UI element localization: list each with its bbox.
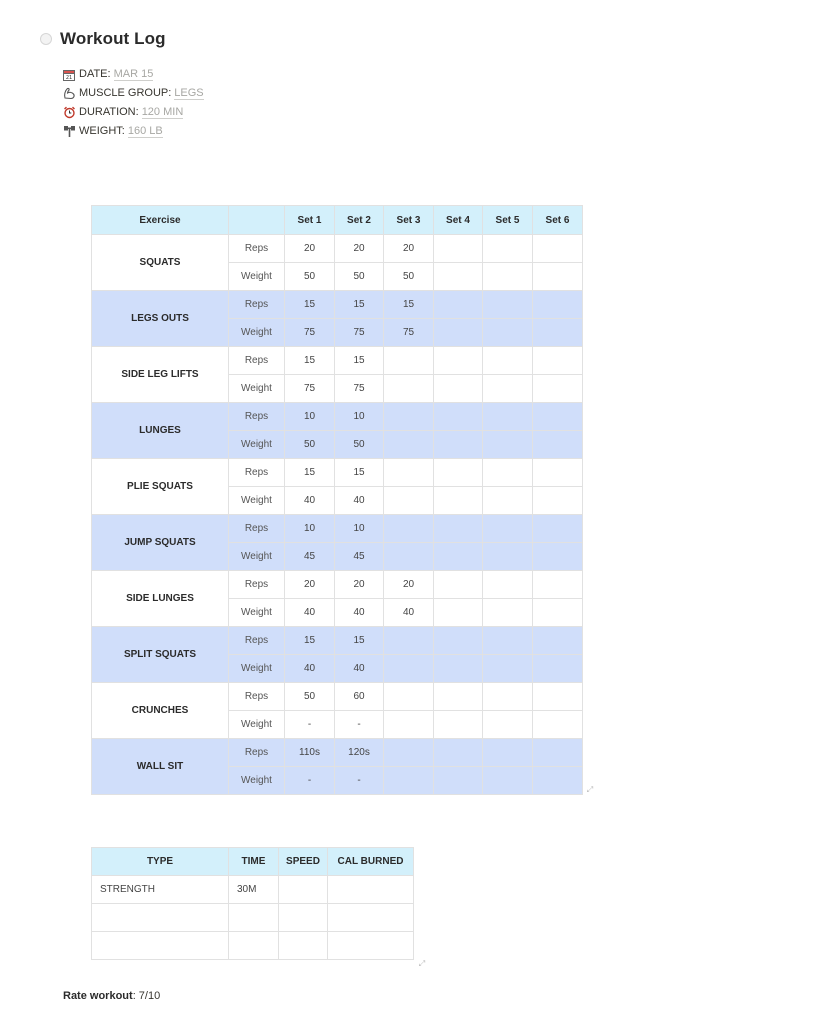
metric-label-cell[interactable]: Reps: [229, 347, 285, 375]
table-row: [92, 932, 414, 960]
set-cell[interactable]: [434, 403, 483, 431]
set-cell[interactable]: 15: [335, 459, 384, 487]
set-cell[interactable]: [384, 487, 434, 515]
metric-label-cell[interactable]: Reps: [229, 291, 285, 319]
set-cell[interactable]: 50: [384, 263, 434, 291]
alarm-clock-icon: [62, 106, 76, 120]
set-cell[interactable]: 20: [384, 571, 434, 599]
cardio-cell[interactable]: [328, 932, 414, 960]
exercise-name-cell[interactable]: LEGS OUTS: [92, 291, 229, 347]
column-header[interactable]: SPEED: [279, 848, 328, 876]
cardio-cell[interactable]: [279, 932, 328, 960]
set-cell[interactable]: 75: [335, 319, 384, 347]
column-header[interactable]: TIME: [229, 848, 279, 876]
set-cell[interactable]: [533, 263, 583, 291]
set-cell[interactable]: [434, 459, 483, 487]
set-cell[interactable]: [384, 375, 434, 403]
page-icon[interactable]: [40, 33, 52, 45]
set-cell[interactable]: [384, 347, 434, 375]
set-cell[interactable]: [533, 739, 583, 767]
set-cell[interactable]: [483, 655, 533, 683]
metric-label-cell[interactable]: Weight: [229, 767, 285, 795]
set-cell[interactable]: 40: [285, 487, 335, 515]
cardio-cell[interactable]: [279, 904, 328, 932]
set-cell[interactable]: [384, 459, 434, 487]
set-cell[interactable]: [384, 739, 434, 767]
set-cell[interactable]: [434, 627, 483, 655]
set-cell[interactable]: [533, 431, 583, 459]
set-cell[interactable]: [434, 599, 483, 627]
set-cell[interactable]: [434, 235, 483, 263]
column-header[interactable]: CAL BURNED: [328, 848, 414, 876]
metric-label-cell[interactable]: Weight: [229, 263, 285, 291]
cardio-cell[interactable]: [328, 876, 414, 904]
set-cell[interactable]: 15: [335, 347, 384, 375]
set-cell[interactable]: [434, 683, 483, 711]
metric-label-cell[interactable]: Reps: [229, 683, 285, 711]
property-weight: [62, 122, 204, 141]
metric-label-cell[interactable]: Reps: [229, 739, 285, 767]
metric-label-cell[interactable]: Weight: [229, 655, 285, 683]
set-cell[interactable]: [483, 319, 533, 347]
set-cell[interactable]: 20: [384, 235, 434, 263]
set-cell[interactable]: [384, 655, 434, 683]
exercise-name-cell[interactable]: LUNGES: [92, 403, 229, 459]
set-cell[interactable]: [483, 711, 533, 739]
property-value[interactable]: MAR 15: [113, 68, 154, 80]
set-cell[interactable]: 15: [285, 627, 335, 655]
table-row: [92, 347, 583, 375]
column-header[interactable]: Set 2: [335, 206, 384, 235]
set-cell[interactable]: 45: [285, 543, 335, 571]
set-cell[interactable]: 15: [335, 291, 384, 319]
set-cell[interactable]: 40: [335, 487, 384, 515]
set-cell[interactable]: -: [285, 711, 335, 739]
property-value[interactable]: 160 LB: [127, 125, 163, 137]
set-cell[interactable]: [483, 683, 533, 711]
set-cell[interactable]: [533, 319, 583, 347]
workout-rating[interactable]: [63, 990, 160, 1002]
set-cell[interactable]: [533, 403, 583, 431]
set-cell[interactable]: 50: [285, 683, 335, 711]
exercise-name-cell[interactable]: CRUNCHES: [92, 683, 229, 739]
table-header-row: [92, 848, 414, 876]
set-cell[interactable]: 50: [335, 431, 384, 459]
set-cell[interactable]: [533, 767, 583, 795]
set-cell[interactable]: [434, 375, 483, 403]
set-cell[interactable]: [533, 235, 583, 263]
set-cell[interactable]: [483, 431, 533, 459]
set-cell[interactable]: [483, 263, 533, 291]
set-cell[interactable]: [533, 683, 583, 711]
set-cell[interactable]: [384, 683, 434, 711]
column-header[interactable]: Set 3: [384, 206, 434, 235]
set-cell[interactable]: [384, 403, 434, 431]
set-cell[interactable]: 40: [285, 599, 335, 627]
calendar-icon: [62, 68, 76, 82]
set-cell[interactable]: 15: [285, 291, 335, 319]
set-cell[interactable]: [483, 571, 533, 599]
property-muscle-group: [62, 84, 204, 103]
set-cell[interactable]: [533, 487, 583, 515]
set-cell[interactable]: [384, 543, 434, 571]
set-cell[interactable]: [434, 655, 483, 683]
table-row: [92, 739, 583, 767]
table-row: [92, 515, 583, 543]
table-row: [92, 403, 583, 431]
page-title[interactable]: Workout Log: [60, 29, 166, 48]
column-header[interactable]: Set 5: [483, 206, 533, 235]
set-cell[interactable]: [483, 739, 533, 767]
set-cell[interactable]: 40: [335, 655, 384, 683]
set-cell[interactable]: [533, 515, 583, 543]
set-cell[interactable]: [483, 375, 533, 403]
table-row: [92, 291, 583, 319]
table-row: [92, 235, 583, 263]
column-header[interactable]: Set 6: [533, 206, 583, 235]
metric-label-cell[interactable]: Weight: [229, 599, 285, 627]
set-cell[interactable]: [483, 487, 533, 515]
set-cell[interactable]: 45: [335, 543, 384, 571]
cardio-table-body: [92, 876, 414, 960]
cardio-cell[interactable]: [328, 904, 414, 932]
table-row: [92, 904, 414, 932]
set-cell[interactable]: 50: [285, 431, 335, 459]
set-cell[interactable]: [533, 543, 583, 571]
table-row: [92, 683, 583, 711]
metric-label-cell[interactable]: Weight: [229, 543, 285, 571]
set-cell[interactable]: [384, 515, 434, 543]
set-cell[interactable]: [483, 543, 533, 571]
metric-label-cell[interactable]: Reps: [229, 459, 285, 487]
column-header[interactable]: Set 1: [285, 206, 335, 235]
workout-table-body: [92, 235, 583, 795]
metric-label-cell[interactable]: Weight: [229, 711, 285, 739]
set-cell[interactable]: 10: [335, 403, 384, 431]
set-cell[interactable]: [434, 543, 483, 571]
cardio-cell[interactable]: [229, 932, 279, 960]
set-cell[interactable]: [434, 291, 483, 319]
table-row: [92, 459, 583, 487]
metric-label-cell[interactable]: Weight: [229, 487, 285, 515]
set-cell[interactable]: 50: [285, 263, 335, 291]
property-label: DURATION:: [79, 106, 139, 118]
set-cell[interactable]: -: [285, 767, 335, 795]
rating-value: : 7/10: [132, 990, 161, 1002]
set-cell[interactable]: [533, 599, 583, 627]
set-cell[interactable]: [434, 515, 483, 543]
set-cell[interactable]: [483, 403, 533, 431]
exercise-name-cell[interactable]: SPLIT SQUATS: [92, 627, 229, 683]
exercise-name-cell[interactable]: JUMP SQUATS: [92, 515, 229, 571]
set-cell[interactable]: [533, 459, 583, 487]
set-cell[interactable]: [434, 263, 483, 291]
table-resize-handle[interactable]: ⤢: [418, 959, 426, 968]
set-cell[interactable]: [384, 767, 434, 795]
set-cell[interactable]: [483, 599, 533, 627]
set-cell[interactable]: 20: [285, 571, 335, 599]
set-cell[interactable]: 15: [285, 347, 335, 375]
set-cell[interactable]: [434, 767, 483, 795]
property-label: MUSCLE GROUP:: [79, 87, 172, 99]
exercise-name-cell[interactable]: SQUATS: [92, 235, 229, 291]
set-cell[interactable]: [533, 347, 583, 375]
table-header-row: [92, 206, 583, 235]
property-duration: [62, 103, 204, 122]
set-cell[interactable]: [483, 347, 533, 375]
set-cell[interactable]: [533, 655, 583, 683]
table-resize-handle[interactable]: ⤢: [586, 785, 594, 794]
set-cell[interactable]: 50: [335, 263, 384, 291]
set-cell[interactable]: 75: [384, 319, 434, 347]
exercise-name-cell[interactable]: SIDE LUNGES: [92, 571, 229, 627]
flexed-biceps-icon: [62, 87, 76, 101]
set-cell[interactable]: [533, 627, 583, 655]
set-cell[interactable]: 75: [335, 375, 384, 403]
set-cell[interactable]: 15: [335, 627, 384, 655]
set-cell[interactable]: [483, 767, 533, 795]
set-cell[interactable]: -: [335, 711, 384, 739]
cardio-cell[interactable]: [92, 932, 229, 960]
property-value[interactable]: LEGS: [174, 87, 204, 99]
cardio-cell[interactable]: STRENGTH: [92, 876, 229, 904]
page-header: [40, 28, 166, 50]
dumbbell-icon: [62, 125, 76, 139]
set-cell[interactable]: [483, 235, 533, 263]
set-cell[interactable]: [483, 627, 533, 655]
set-cell[interactable]: [434, 319, 483, 347]
metric-label-cell[interactable]: Reps: [229, 235, 285, 263]
table-row: [92, 571, 583, 599]
property-value[interactable]: 120 MIN: [141, 106, 184, 118]
cardio-cell[interactable]: [92, 904, 229, 932]
exercise-name-cell[interactable]: PLIE SQUATS: [92, 459, 229, 515]
set-cell[interactable]: [533, 711, 583, 739]
set-cell[interactable]: [483, 291, 533, 319]
metric-label-cell[interactable]: Reps: [229, 403, 285, 431]
metric-label-cell[interactable]: Reps: [229, 627, 285, 655]
set-cell[interactable]: [533, 375, 583, 403]
metric-label-cell[interactable]: Weight: [229, 431, 285, 459]
property-date: [62, 65, 204, 84]
set-cell[interactable]: 120s: [335, 739, 384, 767]
cardio-cell[interactable]: [229, 904, 279, 932]
column-header[interactable]: Exercise: [92, 206, 229, 235]
set-cell[interactable]: [434, 571, 483, 599]
cardio-table: [91, 847, 414, 960]
exercise-name-cell[interactable]: SIDE LEG LIFTS: [92, 347, 229, 403]
cardio-cell[interactable]: [279, 876, 328, 904]
set-cell[interactable]: 15: [384, 291, 434, 319]
set-cell[interactable]: 20: [335, 235, 384, 263]
exercise-name-cell[interactable]: WALL SIT: [92, 739, 229, 795]
column-header[interactable]: TYPE: [92, 848, 229, 876]
set-cell[interactable]: 20: [335, 571, 384, 599]
property-label: WEIGHT:: [79, 125, 125, 137]
set-cell[interactable]: 75: [285, 319, 335, 347]
set-cell[interactable]: [384, 627, 434, 655]
metric-label-cell[interactable]: Reps: [229, 515, 285, 543]
svg-text:21: 21: [65, 74, 73, 81]
properties-list: [62, 65, 204, 141]
workout-table: [91, 205, 583, 795]
set-cell[interactable]: 110s: [285, 739, 335, 767]
set-cell[interactable]: [533, 571, 583, 599]
set-cell[interactable]: 10: [335, 515, 384, 543]
set-cell[interactable]: 15: [285, 459, 335, 487]
table-row: [92, 627, 583, 655]
set-cell[interactable]: [434, 347, 483, 375]
set-cell[interactable]: [483, 459, 533, 487]
metric-label-cell[interactable]: Weight: [229, 375, 285, 403]
table-row: [92, 876, 414, 904]
property-label: DATE:: [79, 68, 111, 80]
column-header[interactable]: Set 4: [434, 206, 483, 235]
set-cell[interactable]: -: [335, 767, 384, 795]
set-cell[interactable]: [384, 431, 434, 459]
set-cell[interactable]: 20: [285, 235, 335, 263]
set-cell[interactable]: [533, 291, 583, 319]
set-cell[interactable]: [434, 431, 483, 459]
set-cell[interactable]: [434, 739, 483, 767]
set-cell[interactable]: 40: [335, 599, 384, 627]
set-cell[interactable]: [483, 515, 533, 543]
set-cell[interactable]: 40: [285, 655, 335, 683]
set-cell[interactable]: [384, 711, 434, 739]
set-cell[interactable]: [434, 487, 483, 515]
set-cell[interactable]: 75: [285, 375, 335, 403]
set-cell[interactable]: 60: [335, 683, 384, 711]
set-cell[interactable]: [434, 711, 483, 739]
set-cell[interactable]: 10: [285, 403, 335, 431]
set-cell[interactable]: 10: [285, 515, 335, 543]
column-header[interactable]: [229, 206, 285, 235]
set-cell[interactable]: 40: [384, 599, 434, 627]
cardio-cell[interactable]: 30M: [229, 876, 279, 904]
metric-label-cell[interactable]: Weight: [229, 319, 285, 347]
metric-label-cell[interactable]: Reps: [229, 571, 285, 599]
rating-label: Rate workout: [63, 990, 133, 1002]
